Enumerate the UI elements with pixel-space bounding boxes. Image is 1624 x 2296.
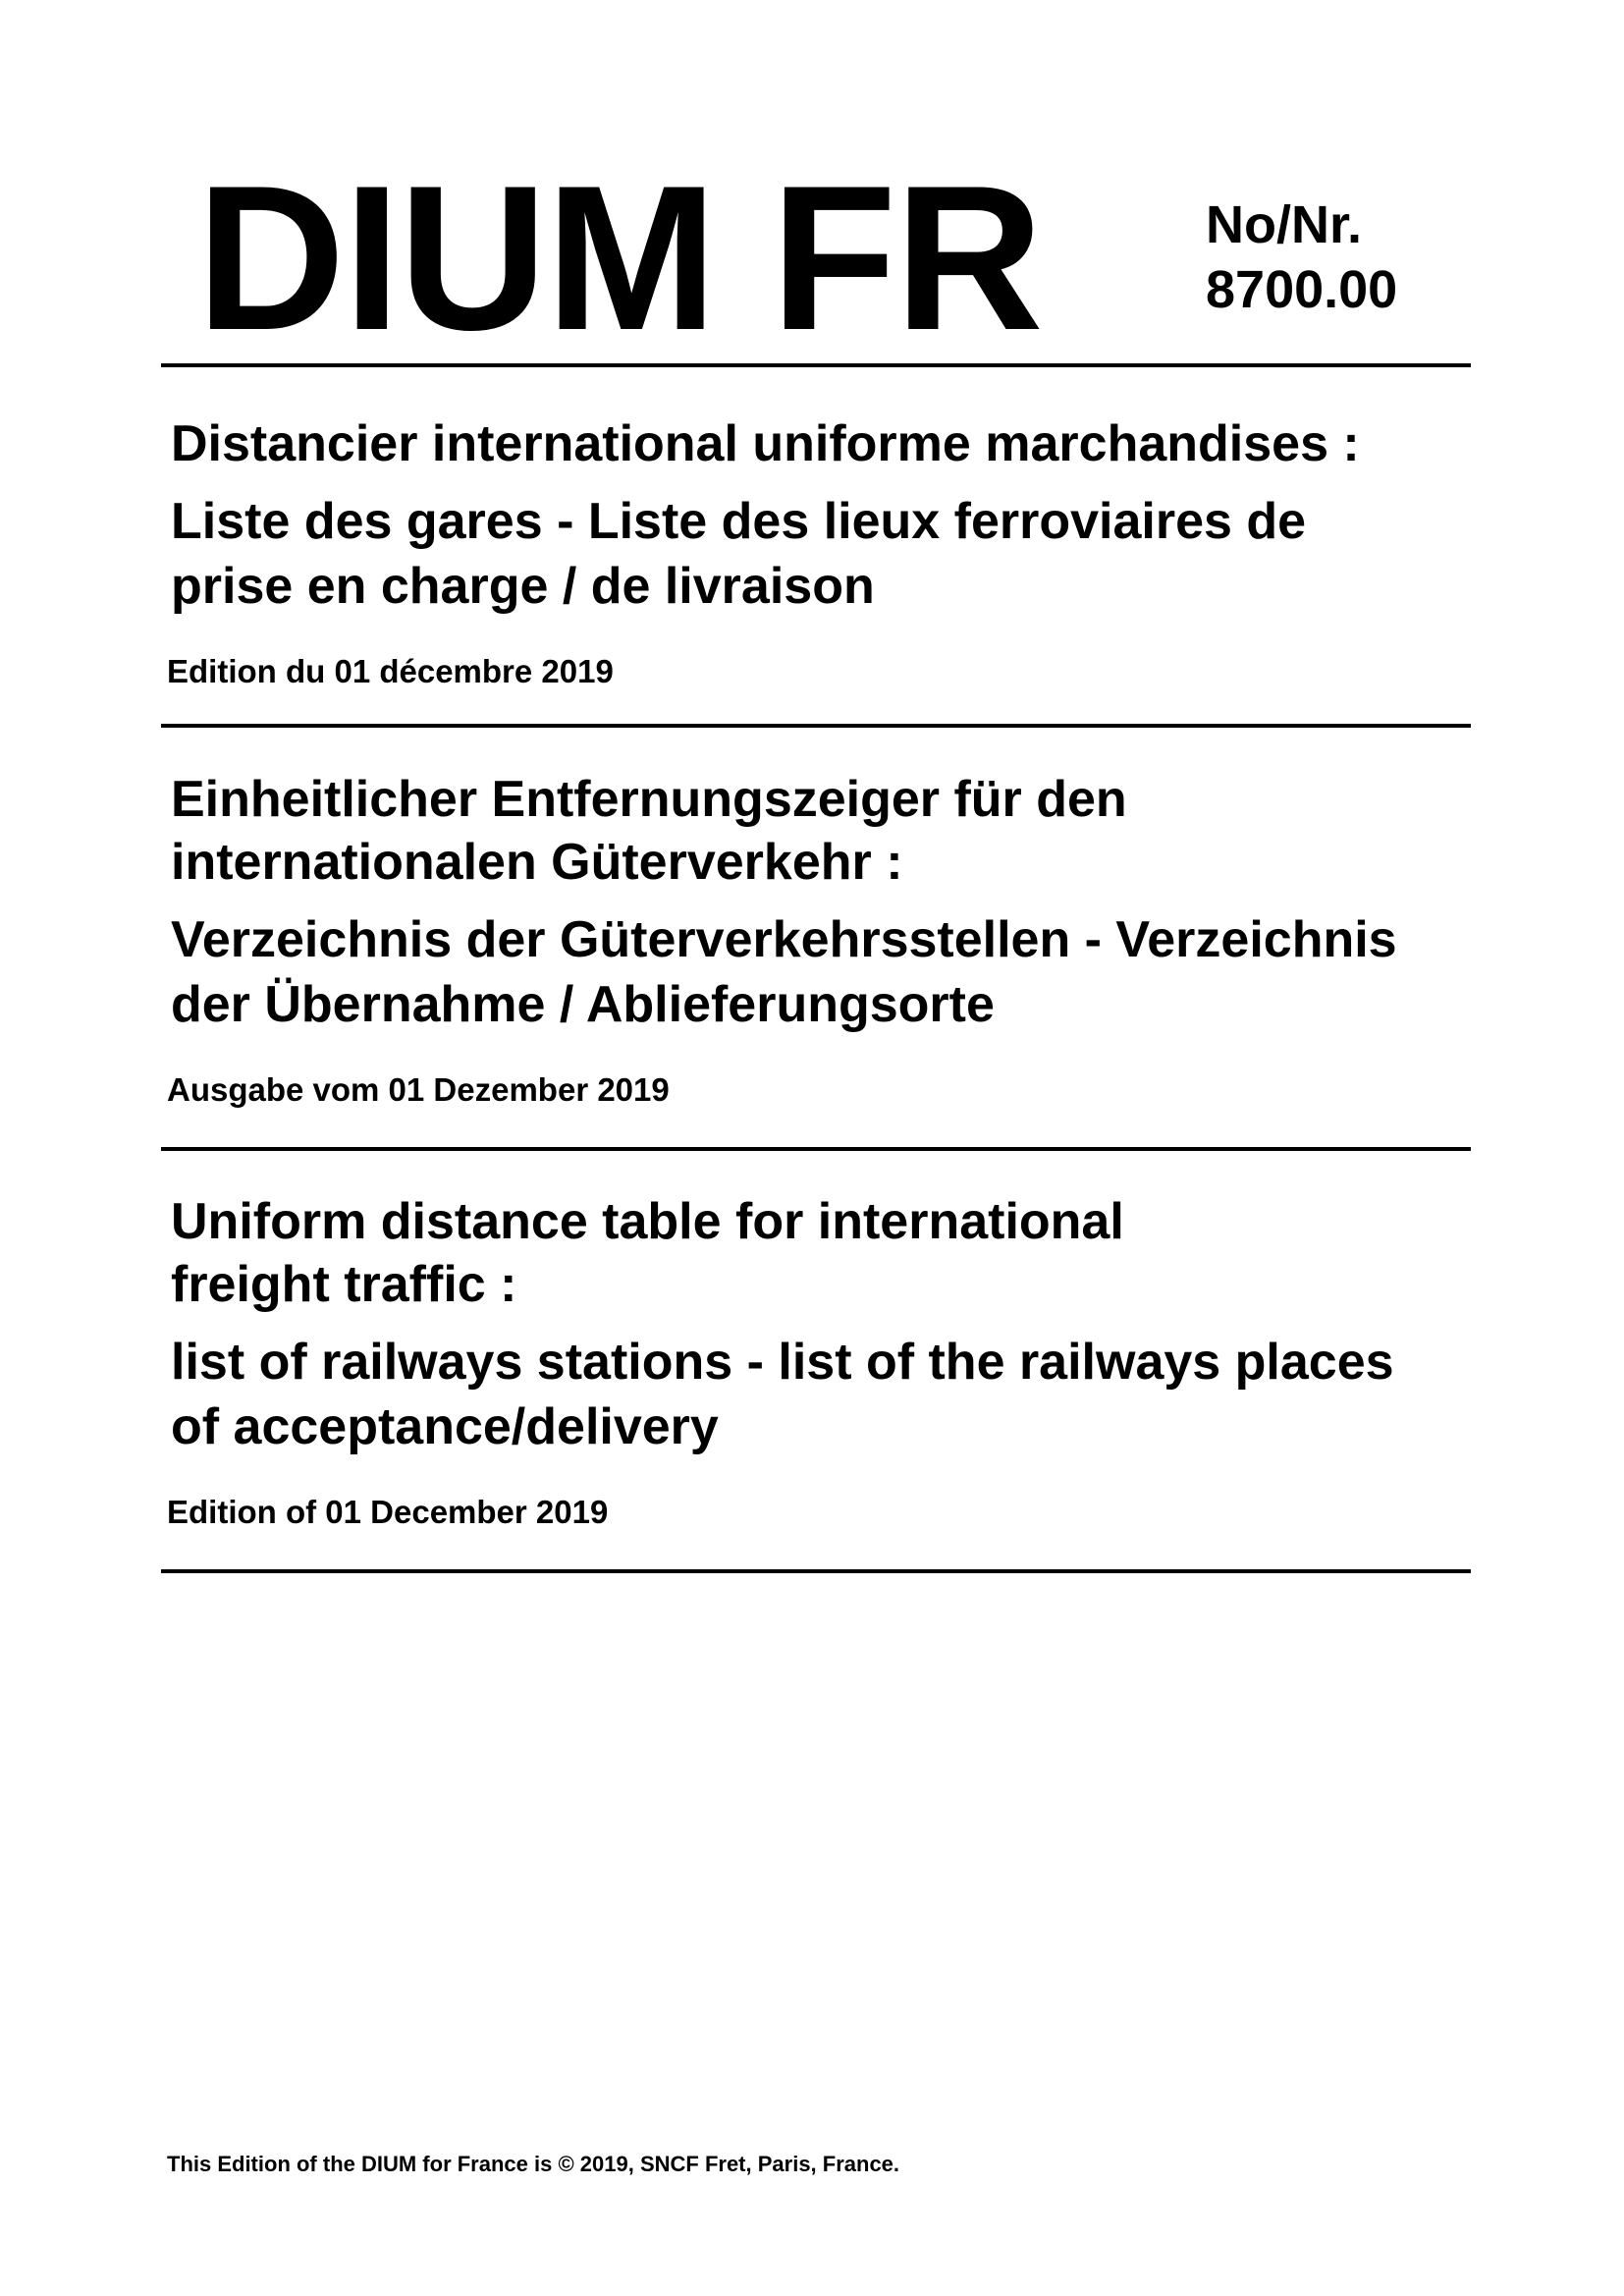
document-number-label: No/Nr. xyxy=(1206,195,1363,254)
divider-german-english xyxy=(161,1147,1471,1151)
document-title: DIUM FR xyxy=(196,142,1042,373)
section-heading xyxy=(171,412,1467,475)
section-french xyxy=(167,412,1467,691)
edition-date: Edition of 01 December 2019 xyxy=(167,1494,609,1530)
section-german xyxy=(167,768,1467,1110)
divider-french-german xyxy=(161,724,1471,728)
edition-date: Ausgabe vom 01 Dezember 2019 xyxy=(167,1071,670,1108)
edition-date: Edition du 01 décembre 2019 xyxy=(167,653,614,689)
heading-line: Distancier international uniforme marchandises : xyxy=(171,415,1360,472)
divider-top xyxy=(161,363,1471,367)
heading-line: Einheitlicher Entfernungszeiger für den xyxy=(171,771,1127,828)
document-number xyxy=(1206,192,1397,322)
heading-line: Uniform distance table for international xyxy=(171,1193,1124,1250)
subheading-line: der Übernahme / Ablieferungsorte xyxy=(171,976,995,1033)
section-heading xyxy=(171,1190,1467,1316)
copyright-notice: This Edition of the DIUM for France is © 2019, SNCF Fret, Paris, France. xyxy=(167,2152,900,2176)
subheading-line: Liste des gares - Liste des lieux ferroviaires de xyxy=(171,493,1307,550)
section-heading xyxy=(171,768,1467,894)
subheading-line: Verzeichnis der Güterverkehrsstellen - Verzeichnis xyxy=(171,911,1397,968)
subheading-line: prise en charge / de livraison xyxy=(171,558,875,615)
section-subheading xyxy=(171,489,1467,619)
document-number-value: 8700.00 xyxy=(1206,260,1398,319)
section-subheading xyxy=(171,1330,1467,1459)
heading-line: freight traffic : xyxy=(171,1256,517,1313)
subheading-line: list of railways stations - list of the railways places xyxy=(171,1334,1394,1391)
section-subheading xyxy=(171,907,1467,1037)
section-english xyxy=(167,1190,1467,1532)
divider-bottom xyxy=(161,1569,1471,1573)
subheading-line: of acceptance/delivery xyxy=(171,1398,719,1455)
heading-line: internationalen Güterverkehr : xyxy=(171,834,903,891)
